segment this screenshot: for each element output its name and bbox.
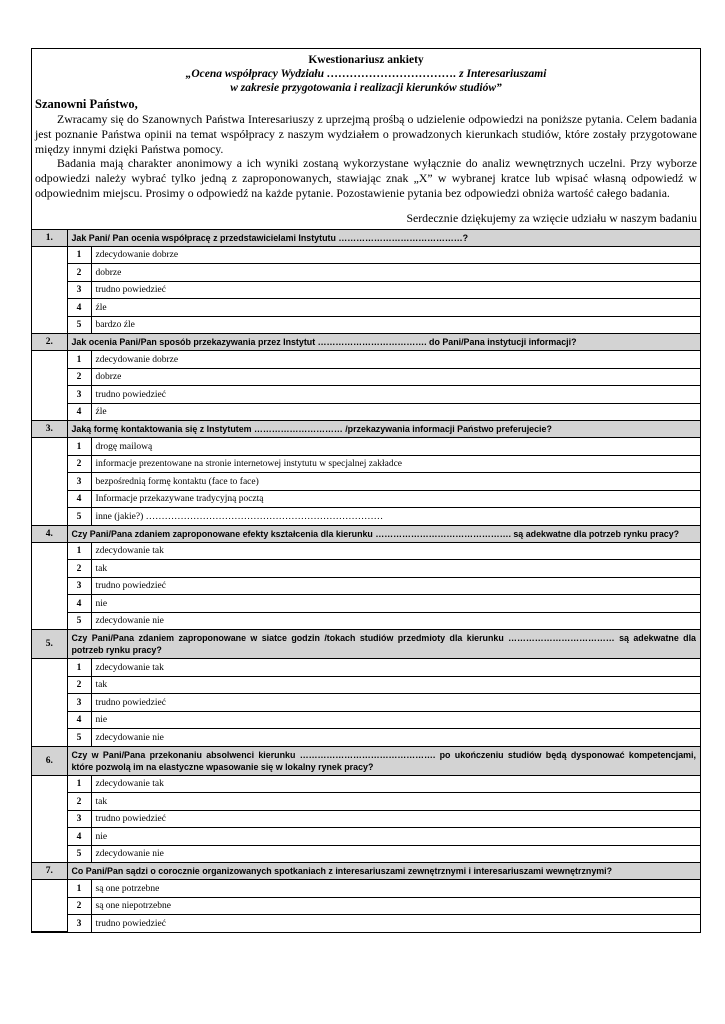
answer-option-row[interactable]: [32, 508, 700, 526]
option-number[interactable]: 2: [67, 676, 91, 694]
option-label: tak: [91, 560, 700, 578]
option-number[interactable]: 4: [67, 828, 91, 846]
answer-option-row[interactable]: [32, 711, 700, 729]
answer-option-row[interactable]: [32, 676, 700, 694]
question-text: Co Pani/Pan sądzi o corocznie organizowanych spotkaniach z interesariuszami zewnętrznymi i interesariuszami wewnętrznymi?: [67, 863, 700, 880]
form-subtitle-line1: „Ocena współpracy Wydziału ……………………………. z Interesariuszami: [185, 68, 547, 80]
answer-option-row[interactable]: [32, 316, 700, 334]
option-indent-cell: [32, 659, 67, 747]
question-text: Jaką formę kontaktowania się z Instytutem ………………………… /przekazywania informacji Państwo preferujecie?: [67, 421, 700, 438]
option-number[interactable]: 3: [67, 694, 91, 712]
option-number[interactable]: 5: [67, 845, 91, 863]
option-indent-cell: [32, 542, 67, 630]
answer-option-row[interactable]: [32, 659, 700, 677]
questions-table: [32, 230, 700, 933]
question-row: [32, 863, 700, 880]
question-row: [32, 421, 700, 438]
option-number[interactable]: 5: [67, 508, 91, 526]
form-title: Kwestionariusz ankiety: [308, 54, 424, 66]
option-indent-cell: [32, 438, 67, 526]
option-label: trudno powiedzieć: [91, 810, 700, 828]
option-number[interactable]: 4: [67, 490, 91, 508]
option-number[interactable]: 1: [67, 880, 91, 898]
option-number[interactable]: 4: [67, 403, 91, 421]
option-label: trudno powiedzieć: [91, 694, 700, 712]
question-number: 5.: [32, 630, 67, 659]
question-row: [32, 630, 700, 659]
greeting: Szanowni Państwo,: [35, 97, 138, 111]
option-label: informacje prezentowane na stronie internetowej instytutu w specjalnej zakładce: [91, 455, 700, 473]
option-number[interactable]: 5: [67, 729, 91, 747]
question-text: Jak Pani/ Pan ocenia współpracę z przedstawicielami Instytutu ……………………………………?: [67, 230, 700, 247]
answer-option-row[interactable]: [32, 560, 700, 578]
option-number[interactable]: 5: [67, 316, 91, 334]
option-indent-cell: [32, 775, 67, 863]
option-label: zdecydowanie nie: [91, 845, 700, 863]
option-label: bezpośrednią formę kontaktu (face to face): [91, 473, 700, 491]
option-label: są one potrzebne: [91, 880, 700, 898]
question-row: [32, 230, 700, 247]
option-number[interactable]: 3: [67, 473, 91, 491]
answer-option-row[interactable]: [32, 455, 700, 473]
intro-section: [32, 49, 700, 230]
answer-option-row[interactable]: [32, 915, 700, 932]
option-label: zdecydowanie tak: [91, 775, 700, 793]
option-label: zdecydowanie nie: [91, 612, 700, 630]
question-text: Czy Pani/Pana zdaniem zaproponowane efekty kształcenia dla kierunku ………………………………………. są adekwatne dla potrzeb rynku pracy?: [67, 525, 700, 542]
answer-option-row[interactable]: [32, 845, 700, 863]
answer-option-row[interactable]: [32, 246, 700, 264]
option-number[interactable]: 1: [67, 775, 91, 793]
question-number: 3.: [32, 421, 67, 438]
option-label: nie: [91, 828, 700, 846]
option-label: tak: [91, 793, 700, 811]
option-indent-cell: [32, 246, 67, 334]
option-label: nie: [91, 595, 700, 613]
option-label: dobrze: [91, 368, 700, 386]
option-indent-cell: [32, 351, 67, 421]
option-label: dobrze: [91, 264, 700, 282]
answer-option-row[interactable]: [32, 897, 700, 915]
option-label: źle: [91, 403, 700, 421]
option-number[interactable]: 1: [67, 542, 91, 560]
option-label: drogę mailową: [91, 438, 700, 456]
option-number[interactable]: 2: [67, 897, 91, 915]
form-subtitle-line2: w zakresie przygotowania i realizacji kierunków studiów”: [230, 82, 502, 94]
questions-body: [32, 230, 700, 932]
option-number[interactable]: 1: [67, 438, 91, 456]
option-number[interactable]: 4: [67, 711, 91, 729]
question-number: 2.: [32, 334, 67, 351]
answer-option-row[interactable]: [32, 577, 700, 595]
answer-option-row[interactable]: [32, 775, 700, 793]
question-row: [32, 746, 700, 775]
answer-option-row[interactable]: [32, 281, 700, 299]
option-number[interactable]: 1: [67, 351, 91, 369]
option-number[interactable]: 2: [67, 560, 91, 578]
intro-paragraph-2: Badania mają charakter anonimowy a ich wyniki zostaną wykorzystane wyłącznie do analiz wewnętrznych uczelni. Przy wyborze odpowiedzi należy wybrać tylko jedną z zaproponowanych, stawiając znak „X” w wybranej kratce lub wpisać własną odpowiedź w odpowiednim miejscu. Prosimy o odpowiedź na każde pytanie. Pozostawienie pytania bez odpowiedzi obniża wartość całego badania.: [35, 156, 697, 200]
answer-option-row[interactable]: [32, 264, 700, 282]
question-number: 6.: [32, 746, 67, 775]
option-label: zdecydowanie tak: [91, 542, 700, 560]
answer-option-row[interactable]: [32, 403, 700, 421]
option-label: nie: [91, 711, 700, 729]
answer-option-row[interactable]: [32, 828, 700, 846]
question-number: 4.: [32, 525, 67, 542]
question-number: 7.: [32, 863, 67, 880]
option-number[interactable]: 2: [67, 793, 91, 811]
option-label: tak: [91, 676, 700, 694]
answer-option-row[interactable]: [32, 729, 700, 747]
option-number[interactable]: 2: [67, 264, 91, 282]
answer-option-row[interactable]: [32, 490, 700, 508]
answer-option-row[interactable]: [32, 793, 700, 811]
answer-option-row[interactable]: [32, 473, 700, 491]
option-number[interactable]: 3: [67, 386, 91, 404]
option-label: zdecydowanie tak: [91, 659, 700, 677]
answer-option-row[interactable]: [32, 880, 700, 898]
option-number[interactable]: 3: [67, 577, 91, 595]
answer-option-row[interactable]: [32, 368, 700, 386]
answer-option-row[interactable]: [32, 386, 700, 404]
option-number[interactable]: 3: [67, 810, 91, 828]
intro-paragraph-1: Zwracamy się do Szanownych Państwa Interesariuszy z uprzejmą prośbą o udzielenie odpowiedzi na poniższe pytania. Celem badania jest poznanie Państwa opinii na temat współpracy z naszym wydziałem o prowadzonych kierunkach studiów, które zostały przygotowane między innymi dzięki Państwa pomocy.: [35, 112, 697, 156]
option-number[interactable]: 4: [67, 299, 91, 317]
answer-option-row[interactable]: [32, 694, 700, 712]
answer-option-row[interactable]: [32, 438, 700, 456]
option-label: trudno powiedzieć: [91, 915, 700, 932]
thanks-note: Serdecznie dziękujemy za wzięcie udziału w naszym badaniu: [406, 210, 697, 225]
question-row: [32, 334, 700, 351]
option-label: zdecydowanie dobrze: [91, 246, 700, 264]
option-label: zdecydowanie nie: [91, 729, 700, 747]
question-number: 1.: [32, 230, 67, 247]
questionnaire-form: [31, 48, 701, 933]
option-label: bardzo źle: [91, 316, 700, 334]
option-label: inne (jakie?) …………………………………………………………………: [91, 508, 700, 526]
option-number[interactable]: 1: [67, 246, 91, 264]
option-label: zdecydowanie dobrze: [91, 351, 700, 369]
answer-option-row[interactable]: [32, 595, 700, 613]
option-indent-cell: [32, 880, 67, 932]
option-number[interactable]: 5: [67, 612, 91, 630]
option-label: źle: [91, 299, 700, 317]
option-number[interactable]: 2: [67, 368, 91, 386]
option-label: trudno powiedzieć: [91, 281, 700, 299]
option-number[interactable]: 3: [67, 915, 91, 932]
answer-option-row[interactable]: [32, 542, 700, 560]
option-number[interactable]: 2: [67, 455, 91, 473]
option-number[interactable]: 3: [67, 281, 91, 299]
question-text: Czy w Pani/Pana przekonaniu absolwenci kierunku ………………………………………. po ukończeniu studiów będą dysponować kompetencjami, które pozwolą im na elastyczne wpasowanie się w lokalny rynek pracy?: [67, 746, 700, 775]
option-label: są one niepotrzebne: [91, 897, 700, 915]
option-number[interactable]: 1: [67, 659, 91, 677]
option-label: trudno powiedzieć: [91, 386, 700, 404]
answer-option-row[interactable]: [32, 351, 700, 369]
answer-option-row[interactable]: [32, 299, 700, 317]
answer-option-row[interactable]: [32, 810, 700, 828]
question-text: Czy Pani/Pana zdaniem zaproponowane w siatce godzin /tokach studiów przedmioty dla kierunku ……………………………… są adekwatne dla potrzeb rynku pracy?: [67, 630, 700, 659]
option-label: trudno powiedzieć: [91, 577, 700, 595]
question-text: Jak ocenia Pani/Pan sposób przekazywania przez Instytut ………………………………. do Pani/Pana instytucji informacji?: [67, 334, 700, 351]
question-row: [32, 525, 700, 542]
option-label: Informacje przekazywane tradycyjną pocztą: [91, 490, 700, 508]
option-number[interactable]: 4: [67, 595, 91, 613]
answer-option-row[interactable]: [32, 612, 700, 630]
